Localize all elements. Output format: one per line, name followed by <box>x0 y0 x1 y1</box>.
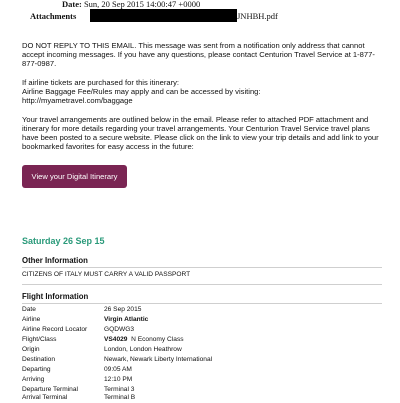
itinerary-date-heading: Saturday 26 Sep 15 <box>22 236 105 246</box>
row-label: Arrival Terminal <box>22 394 68 401</box>
row-value: 26 Sep 2015 <box>104 306 142 313</box>
view-itinerary-button[interactable]: View your Digital Itinerary <box>22 165 127 188</box>
table-row <box>22 335 382 345</box>
row-label: Departure Terminal <box>22 386 78 393</box>
row-label: Date <box>22 306 36 313</box>
baggage-line-1: If airline tickets are purchased for this itinerary: <box>22 78 180 87</box>
row-label: Airline <box>22 316 41 323</box>
row-value: Terminal 3 <box>104 386 135 393</box>
other-information-heading: Other Information <box>22 256 382 268</box>
row-label: Destination <box>22 356 55 363</box>
table-row <box>22 325 382 335</box>
date-label: Date: <box>62 0 82 9</box>
attachment-link[interactable]: JNHBH.pdf <box>237 11 278 21</box>
flight-class: N Economy Class <box>127 336 184 343</box>
baggage-link[interactable]: http://myametravel.com/baggage <box>22 96 133 106</box>
row-label: Flight/Class <box>22 336 57 343</box>
baggage-notice <box>22 78 382 105</box>
table-row <box>22 375 382 385</box>
row-label: Airline Record Locator <box>22 326 88 333</box>
divider <box>22 284 382 285</box>
redacted-attachment-name <box>90 9 237 22</box>
flight-information-heading: Flight Information <box>22 292 382 304</box>
row-value: Newark, Newark Liberty International <box>104 356 213 363</box>
row-value: London, London Heathrow <box>104 346 182 353</box>
baggage-line-2: Airline Baggage Fee/Rules may apply and can be accessed by visiting: <box>22 87 261 97</box>
table-row <box>22 315 382 325</box>
other-information-text: CITIZENS OF ITALY MUST CARRY A VALID PASSPORT <box>22 271 191 278</box>
row-label: Arriving <box>22 376 45 383</box>
table-row <box>22 365 382 375</box>
row-value: 09:05 AM <box>104 366 132 373</box>
row-value: GQDWG3 <box>104 326 135 333</box>
row-value: 12:10 PM <box>104 376 133 383</box>
table-row <box>22 305 382 315</box>
row-label: Departing <box>22 366 51 373</box>
no-reply-notice: DO NOT REPLY TO THIS EMAIL. This message was sent from a notification only address that cannot accept incoming messages. If you have any questions, please contact Centurion Travel Service at 1-877-877-0987. <box>22 41 375 69</box>
row-value: Virgin Atlantic <box>104 316 149 323</box>
date-line <box>62 0 200 9</box>
flight-number: VS4029 <box>104 336 128 343</box>
table-row <box>22 345 382 355</box>
row-label: Origin <box>22 346 40 353</box>
attachments-label: Attachments <box>30 11 77 21</box>
travel-arrangements-text: Your travel arrangements are outlined below in the email. Please refer to attached PDF attachment and itinerary for more details regarding your travel arrangements. Your Centurion Travel Service travel plans have been posted to a secure website. Please click on the link to view your trip details and add link to your bookmarked favorites for easy access in the future: <box>22 115 379 152</box>
table-row <box>22 393 382 403</box>
row-value: Terminal B <box>104 394 136 401</box>
date-value: Sun, 20 Sep 2015 14:00:47 +0000 <box>83 0 201 9</box>
table-row <box>22 355 382 365</box>
